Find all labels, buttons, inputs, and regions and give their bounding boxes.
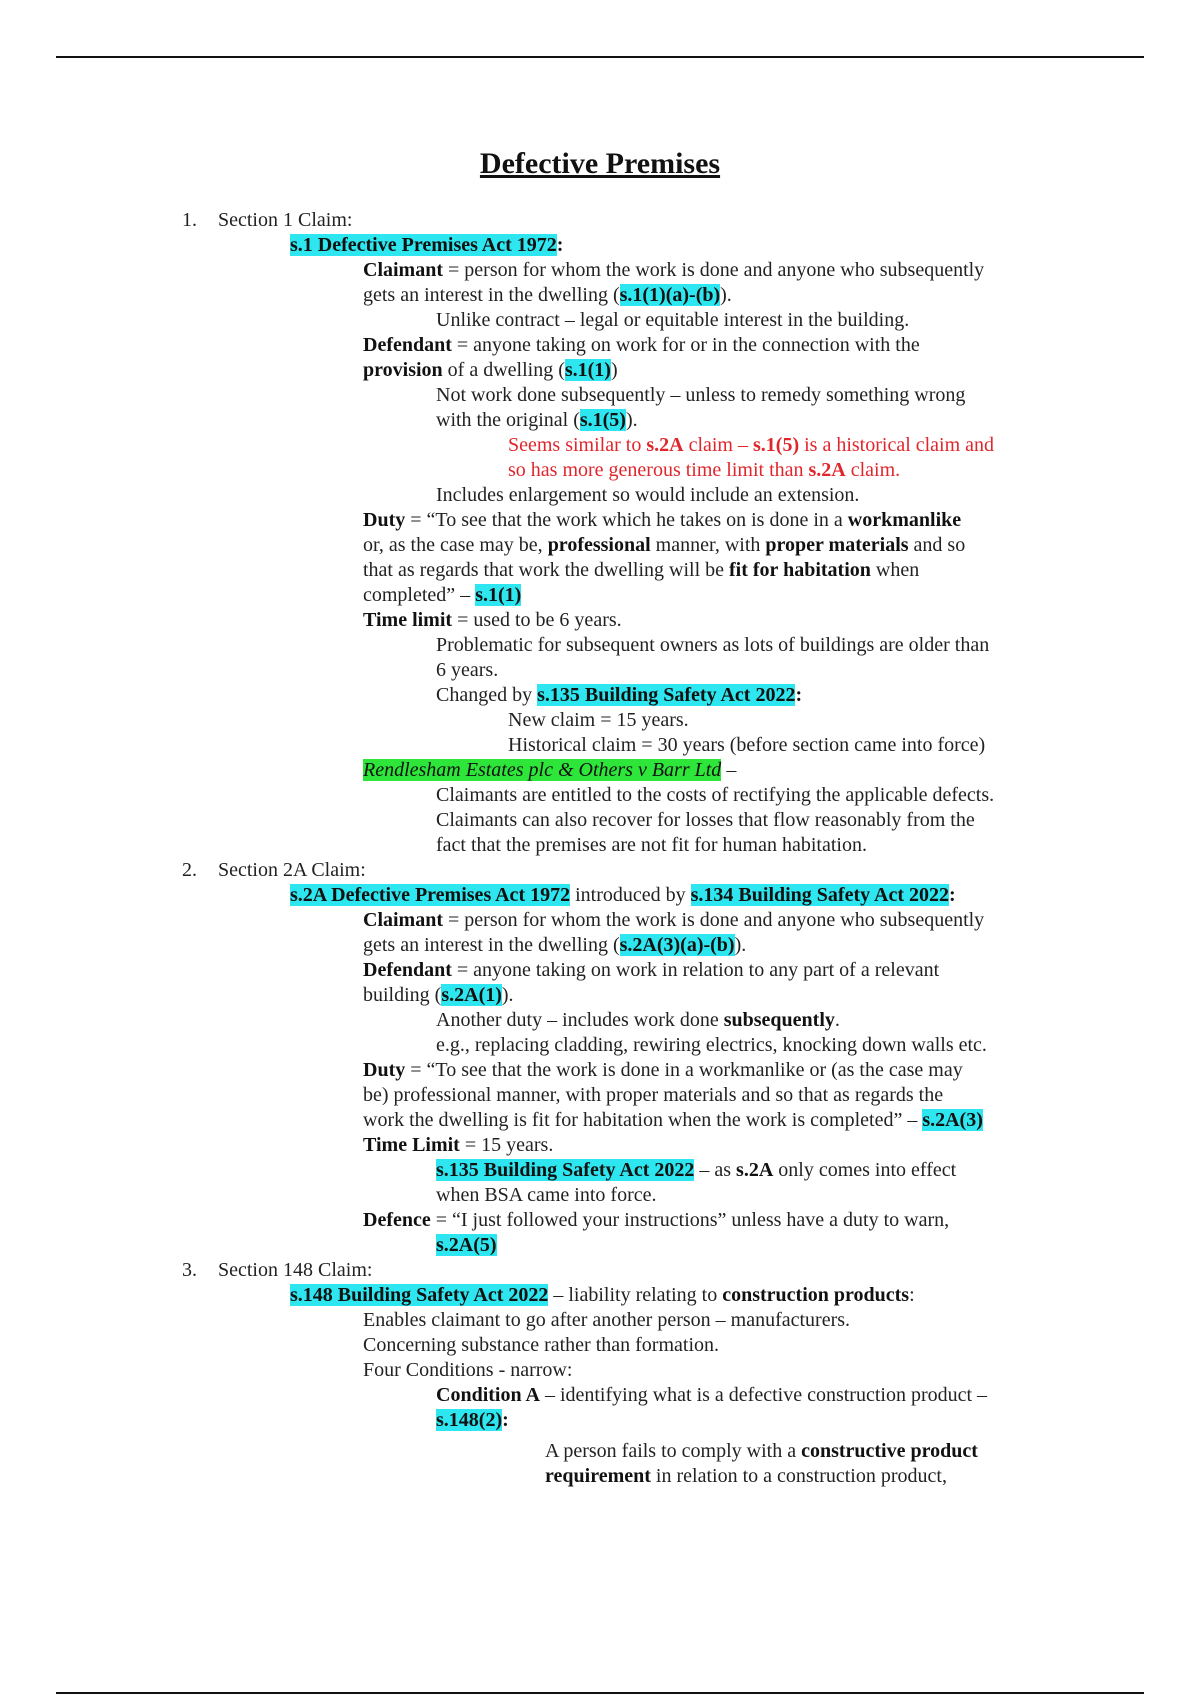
s2-time-limit: Time Limit = 15 years. xyxy=(363,1134,554,1156)
s3-condition-a-line1: Condition A – identifying what is a defective construction product – xyxy=(436,1384,988,1406)
s1-duty-line3: that as regards that work the dwelling will be fit for habitation when xyxy=(363,559,920,581)
s1-historical-claim: Historical claim = 30 years (before section came into force) xyxy=(508,734,986,756)
section-3-heading: 3. Section 148 Claim: xyxy=(182,1259,373,1281)
s2-bsa-line2: when BSA came into force. xyxy=(436,1184,657,1206)
section-2-act: s.2A Defective Premises Act 1972 introduced by s.134 Building Safety Act 2022: xyxy=(290,884,956,906)
s1-note-line1: Seems similar to s.2A claim – s.1(5) is a historical claim and xyxy=(508,434,995,456)
s2-defence-line1: Defence = “I just followed your instructions” unless have a duty to warn, xyxy=(363,1209,950,1231)
s1-changed-by: Changed by s.135 Building Safety Act 2022: xyxy=(436,684,803,706)
document-body xyxy=(0,208,1200,1489)
s1-not-work-line1: Not work done subsequently – unless to remedy something wrong xyxy=(436,384,966,406)
s3-bullet-line1: A person fails to comply with a constructive product xyxy=(545,1440,978,1462)
s1-defendant-line1: Defendant = anyone taking on work for or in the connection with the xyxy=(363,334,920,356)
s1-claimant-line1: Claimant = person for whom the work is done and anyone who subsequently xyxy=(363,259,985,281)
s2-claimant-line1: Claimant = person for whom the work is done and anyone who subsequently xyxy=(363,909,985,931)
s1-includes: Includes enlargement so would include an extension. xyxy=(436,484,860,506)
s2-example: e.g., replacing cladding, rewiring electrics, knocking down walls etc. xyxy=(436,1034,987,1056)
s1-note-line2: so has more generous time limit than s.2A claim. xyxy=(508,459,901,481)
s2-defendant-line2: building (s.2A(1)). xyxy=(363,984,514,1006)
s1-case-name: Rendlesham Estates plc & Others v Barr Ltd – xyxy=(363,759,737,781)
page-title: Defective Premises xyxy=(479,147,721,180)
s1-duty-line1: Duty = “To see that the work which he takes on is done in a workmanlike xyxy=(363,509,962,531)
section-3-act: s.148 Building Safety Act 2022 – liability relating to construction products: xyxy=(290,1284,915,1306)
footer-rule xyxy=(56,1692,1144,1694)
s2-duty-line2: be) professional manner, with proper materials and so that as regards the xyxy=(363,1084,944,1106)
s1-time-limit: Time limit = used to be 6 years. xyxy=(363,609,622,631)
s2-bsa-line1: s.135 Building Safety Act 2022 – as s.2A only comes into effect xyxy=(436,1159,957,1181)
s3-condition-a-line2: s.148(2): xyxy=(436,1409,509,1431)
s1-new-claim: New claim = 15 years. xyxy=(508,709,689,731)
s3-bullet-line2: requirement in relation to a construction product, xyxy=(545,1465,947,1487)
s2-duty-line3: work the dwelling is fit for habitation when the work is completed” – s.2A(3) xyxy=(363,1109,983,1131)
s2-defence-line2: s.2A(5) xyxy=(436,1234,497,1256)
s1-not-work-line2: with the original (s.1(5)). xyxy=(436,409,638,431)
s2-defendant-line1: Defendant = anyone taking on work in relation to any part of a relevant xyxy=(363,959,940,981)
s1-problematic-line1: Problematic for subsequent owners as lots of buildings are older than xyxy=(436,634,990,656)
section-1-heading: 1. Section 1 Claim: xyxy=(182,209,353,231)
section-1-act: s.1 Defective Premises Act 1972: xyxy=(290,234,564,256)
s3-four-conditions: Four Conditions - narrow: xyxy=(363,1359,573,1381)
s1-duty-line4: completed” – s.1(1) xyxy=(363,584,522,606)
s1-unlike-contract: Unlike contract – legal or equitable interest in the building. xyxy=(436,309,910,331)
s1-problematic-line2: 6 years. xyxy=(436,659,499,681)
header-rule xyxy=(56,56,1144,58)
s3-concerning: Concerning substance rather than formation. xyxy=(363,1334,719,1356)
section-2-heading: 2. Section 2A Claim: xyxy=(182,859,366,881)
s1-claimant-line2: gets an interest in the dwelling (s.1(1)(a)-(b)). xyxy=(363,284,732,306)
s1-case-line1: Claimants are entitled to the costs of rectifying the applicable defects. xyxy=(436,784,995,806)
s3-enables: Enables claimant to go after another person – manufacturers. xyxy=(363,1309,851,1331)
s1-case-line2: Claimants can also recover for losses that flow reasonably from the xyxy=(436,809,975,831)
s1-duty-line2: or, as the case may be, professional manner, with proper materials and so xyxy=(363,534,966,556)
s1-case-line3: fact that the premises are not fit for human habitation. xyxy=(436,834,867,856)
s2-another-duty: Another duty – includes work done subsequently. xyxy=(436,1009,840,1031)
s2-claimant-line2: gets an interest in the dwelling (s.2A(3)(a)-(b)). xyxy=(363,934,747,956)
s2-duty-line1: Duty = “To see that the work is done in a workmanlike or (as the case may xyxy=(363,1059,963,1081)
s1-defendant-line2: provision of a dwelling (s.1(1)) xyxy=(363,359,618,381)
